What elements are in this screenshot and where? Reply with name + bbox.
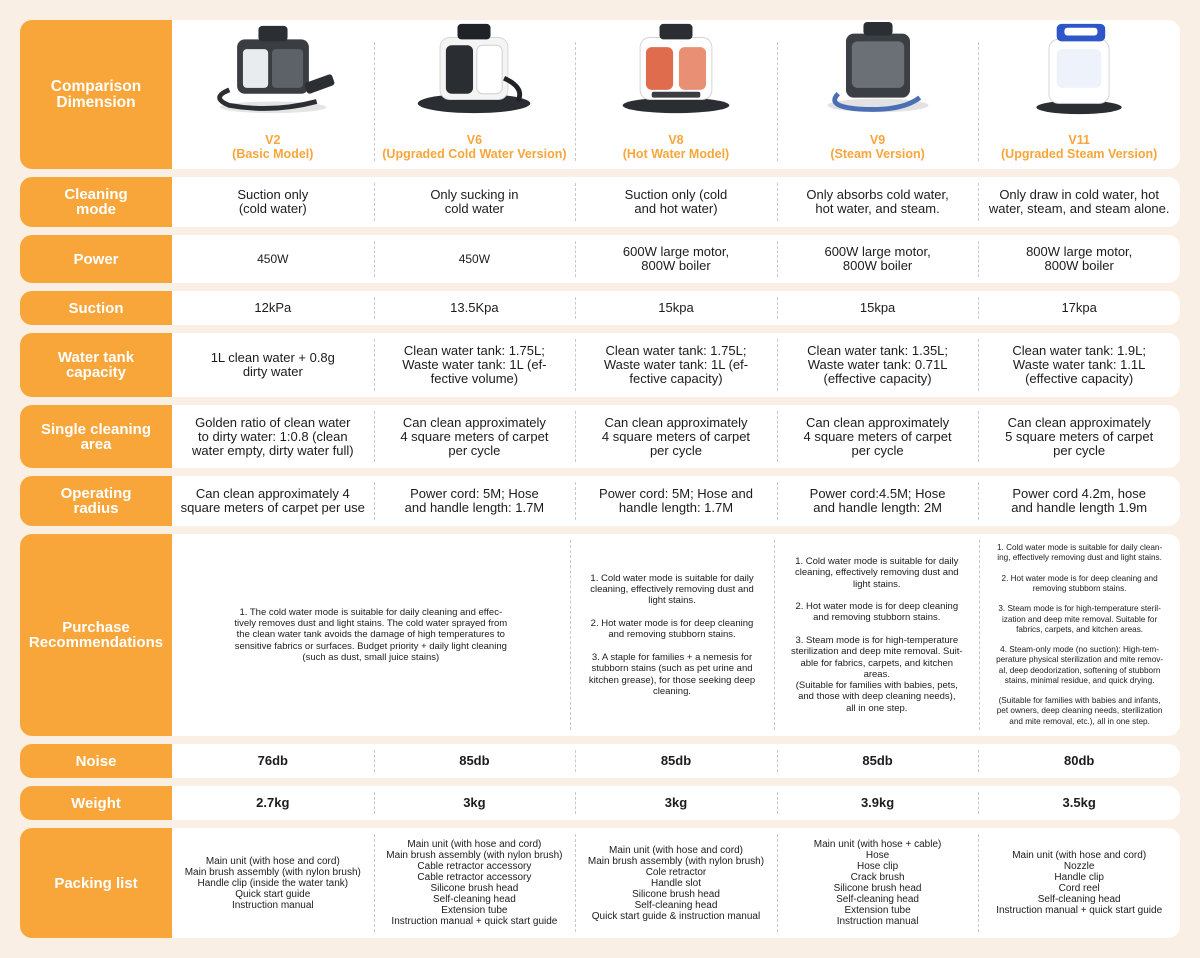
cell-v2: Can clean approximately 4 square meters of carpet per use	[180, 486, 365, 515]
row-noise	[20, 744, 1180, 778]
model-subtitle: (Basic Model)	[232, 147, 314, 161]
cell-v11: Power cord 4.2m, hose and handle length 1.9m	[978, 476, 1180, 526]
model-name: V11	[1068, 133, 1090, 147]
model-column-v6	[374, 20, 576, 169]
model-column-v2	[172, 20, 374, 169]
row-single-cleaning-area	[20, 405, 1180, 468]
v8-cleaner-image	[601, 20, 751, 117]
row-label: Power	[20, 235, 172, 283]
model-name: V2	[265, 133, 281, 147]
row-water-tank-capacity	[20, 333, 1180, 397]
cell-v9: 15kpa	[777, 291, 979, 325]
model-column-v8	[575, 20, 777, 169]
cell-v2: Main unit (with hose and cord) Main brush assembly (with nylon brush) Handle clip (inside the water tank) Quick start guide Instruction manual	[184, 855, 361, 911]
row-label: Single cleaning area	[20, 405, 172, 468]
model-subtitle: (Steam Version)	[830, 147, 925, 161]
model-name: V6	[466, 133, 483, 147]
row-label: Weight	[20, 786, 172, 820]
cell-v9: Can clean approximately 4 square meters of carpet per cycle	[777, 405, 979, 468]
cell-v11: 17kpa	[978, 291, 1180, 325]
model-header-cells	[172, 20, 1180, 169]
row-suction	[20, 291, 1180, 325]
model-column-v11	[978, 20, 1180, 169]
cell-v6: 85db	[374, 744, 576, 778]
row-label: Cleaning mode	[20, 177, 172, 227]
cell-v8: 85db	[575, 744, 777, 778]
cell-v2-v6-merged: 1. The cold water mode is suitable for daily cleaning and effec- tively removes dust and light stains. The cold water sprayed from the clean water tank avoids the damage of high temperatures to sensitive fabrics or surfaces. Budget priority + daily light cleaning (such as dust, small juice stains)	[234, 606, 508, 663]
row-operating-radius	[20, 476, 1180, 526]
cell-v9: Power cord:4.5M; Hose and handle length: 2M	[777, 476, 979, 526]
cell-v11: Main unit (with hose and cord) Nozzle Handle clip Cord reel Self-cleaning head Instruction manual + quick start guide	[978, 828, 1180, 938]
model-name: V8	[668, 133, 684, 147]
row-power	[20, 235, 1180, 283]
cell-v9: Main unit (with hose + cable) Hose Hose clip Crack brush Silicone brush head Self-cleaning head Extension tube Instruction manual	[777, 828, 979, 938]
cell-v2: 1L clean water + 0.8g dirty water	[210, 350, 335, 379]
model-name: V9	[869, 133, 886, 147]
cell-v8: Suction only (cold and hot water)	[575, 177, 777, 227]
cell-v9: Only absorbs cold water, hot water, and steam.	[777, 177, 979, 227]
cell-v9: 3.9kg	[777, 786, 979, 820]
cell-v11: 3.5kg	[978, 786, 1180, 820]
cell-v8: 3kg	[575, 786, 777, 820]
cell-v11: 80db	[978, 744, 1180, 778]
cell-v6: 3kg	[374, 786, 576, 820]
cell-v6: Only sucking in cold water	[374, 177, 576, 227]
cell-v8: Clean water tank: 1.75L; Waste water tank: 1L (ef- fective capacity)	[575, 333, 777, 397]
cell-v6: Clean water tank: 1.75L; Waste water tank: 1L (ef- fective volume)	[374, 333, 576, 397]
cell-v8: 1. Cold water mode is suitable for daily cleaning, effectively removing dust and light stains. 2. Hot water mode is for deep cleaning and removing stubborn stains. 3. A staple for families + a nemesis for stubborn stains (such as pet urine and kitchen grease), for those seeking deep cleaning.	[570, 534, 775, 736]
cell-v11: Clean water tank: 1.9L; Waste water tank: 1.1L (effective capacity)	[978, 333, 1180, 397]
row-label: Noise	[20, 744, 172, 778]
cell-v11: 800W large motor, 800W boiler	[978, 235, 1180, 283]
cell-v2: 450W	[257, 252, 289, 266]
cell-v11: Can clean approximately 5 square meters of carpet per cycle	[978, 405, 1180, 468]
row-purchase-recommendations	[20, 534, 1180, 736]
cell-v9: 85db	[777, 744, 979, 778]
cell-v9: 600W large motor, 800W boiler	[777, 235, 979, 283]
cell-v6: Main unit (with hose and cord) Main brush assembly (with nylon brush) Cable retractor accessory Cable retractor accessory Silicone brush head Self-cleaning head Extension tube Instruction manual + quick start guide	[374, 828, 576, 938]
row-label: Suction	[20, 291, 172, 325]
model-column-v9	[777, 20, 979, 169]
v2-cleaner-image	[198, 20, 348, 117]
row-packing-list	[20, 828, 1180, 938]
cell-v6: Power cord: 5M; Hose and handle length: 1.7M	[374, 476, 576, 526]
cell-v9: Clean water tank: 1.35L; Waste water tank: 0.71L (effective capacity)	[777, 333, 979, 397]
cell-v8: 600W large motor, 800W boiler	[575, 235, 777, 283]
cell-v8: Main unit (with hose and cord) Main brush assembly (with nylon brush) Cole retractor Handle slot Silicone brush head Self-cleaning head Quick start guide & instruction manual	[575, 828, 777, 938]
cell-v8: 15kpa	[575, 291, 777, 325]
cell-v8: Can clean approximately 4 square meters of carpet per cycle	[575, 405, 777, 468]
cell-v2: 12kPa	[254, 300, 292, 315]
row-label: Water tank capacity	[20, 333, 172, 397]
v6-cleaner-image	[399, 20, 549, 117]
row-weight	[20, 786, 1180, 820]
comparison-dimension-label: Comparison Dimension	[20, 20, 172, 169]
cell-v6: 13.5Kpa	[374, 291, 576, 325]
row-label: Purchase Recommendations	[20, 534, 172, 736]
cell-v2: 2.7kg	[256, 795, 290, 810]
row-label: Packing list	[20, 828, 172, 938]
v11-cleaner-image	[1004, 20, 1154, 117]
row-label: Operating radius	[20, 476, 172, 526]
cell-v6: Can clean approximately 4 square meters of carpet per cycle	[374, 405, 576, 468]
cell-v2: Golden ratio of clean water to dirty water: 1:0.8 (clean water empty, dirty water full)	[192, 414, 354, 458]
cell-v2: 76db	[257, 753, 288, 768]
cell-v11: Only draw in cold water, hot water, steam, and steam alone.	[978, 177, 1180, 227]
cell-v6: 450W	[374, 235, 576, 283]
header-row	[20, 20, 1180, 169]
model-subtitle: (Hot Water Model)	[622, 147, 730, 161]
model-subtitle: (Upgraded Cold Water Version)	[382, 147, 567, 161]
cell-v8: Power cord: 5M; Hose and handle length: 1.7M	[575, 476, 777, 526]
model-subtitle: (Upgraded Steam Version)	[1001, 147, 1158, 161]
row-cleaning-mode	[20, 177, 1180, 227]
v9-cleaner-image	[803, 20, 953, 117]
cell-v9: 1. Cold water mode is suitable for daily cleaning, effectively removing dust and light stains. 2. Hot water mode is for deep cleaning and removing stubborn stains. 3. Steam mode is for high-temperature sterilization and deep mite removal. Suit- able for fabrics, carpets, and kitchen areas. (Suitable for families with babies, pets, and those with deep cleaning needs), all in one step.	[774, 534, 979, 736]
cell-v11: 1. Cold water mode is suitable for daily clean- ing, effectively removing dust and light stains. 2. Hot water mode is for deep cleaning and removing stubborn stains. 3. Steam mode is for high-temperature steril- ization and deep mite removal. Suitable for fabrics, carpets, and kitchen areas. 4. Steam-only mode (no suction): High-tem- perature physical sterilization and mite remov- al, deep deodorization, softening of stubborn stains, minimal residue, and quick drying. (Suitable for families with babies and infants, pet owners, deep cleaning needs, sterilization and mite removal, etc.), all in one step.	[979, 534, 1180, 736]
cell-v2: Suction only (cold water)	[237, 187, 309, 216]
